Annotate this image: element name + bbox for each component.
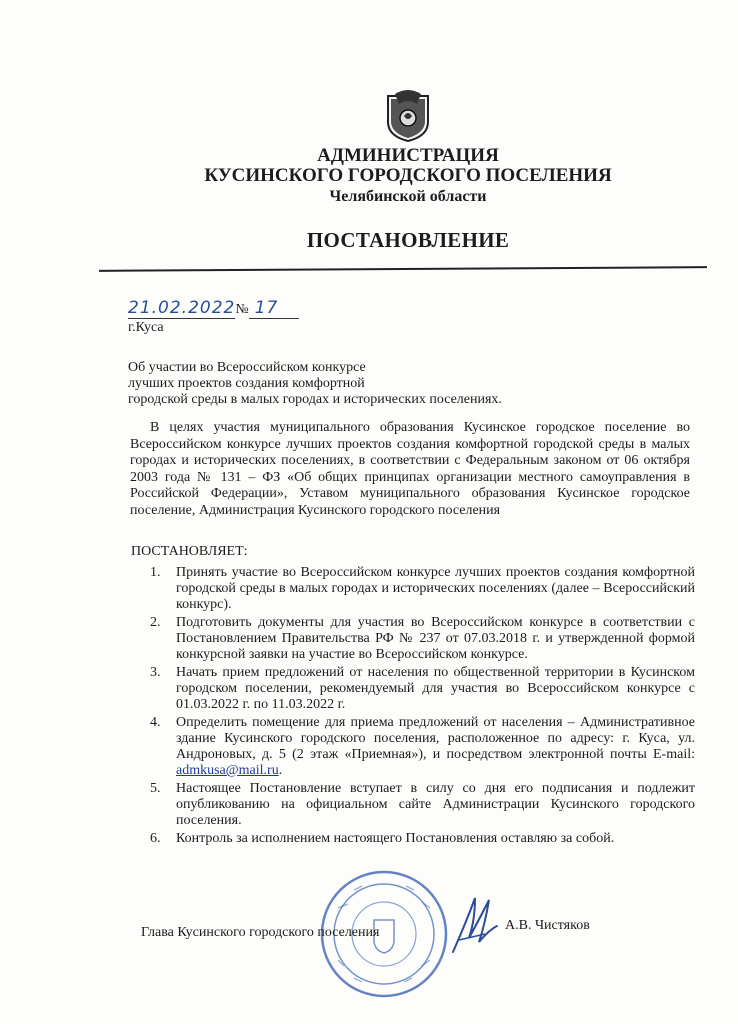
- document-type-title: ПОСТАНОВЛЕНИЕ: [306, 228, 510, 252]
- item-number: 4.: [150, 715, 161, 730]
- document-number: 17: [249, 298, 299, 319]
- subject-line: городской среды в малых городах и исторических поселениях.: [128, 392, 502, 407]
- org-title-line1: АДМИНИСТРАЦИЯ: [317, 145, 499, 166]
- email-link[interactable]: admkusa@mail.ru: [176, 763, 279, 778]
- item-text: Подготовить документы для участия во Всероссийском конкурсе в соответствии с Постановлением Правительства РФ № 237 от 07.03.2018 г. и утвержденной формой конкурсной заявки на участие во Всероссийском конкурсе.: [176, 615, 695, 662]
- coat-of-arms-icon: [385, 88, 431, 142]
- item-text: Начать прием предложений от населения по общественной территории в Кусинском городском поселении, рекомендуемый для участия во Всероссийском конкурсе с 01.03.2022 г. по 11.03.2022 г.: [176, 665, 695, 712]
- org-title-line2: КУСИНСКОГО ГОРОДСКОГО ПОСЕЛЕНИЯ: [204, 165, 612, 186]
- item-text: Контроль за исполнением настоящего Постановления оставляю за собой.: [176, 831, 615, 846]
- date-number-line: [128, 298, 299, 319]
- subject-line: лучших проектов создания комфортной: [128, 376, 365, 391]
- number-sign: №: [235, 302, 249, 317]
- document-city: г.Куса: [128, 320, 164, 335]
- resolve-heading: ПОСТАНОВЛЯЕТ:: [131, 544, 248, 559]
- list-item: [150, 831, 695, 847]
- org-region: Челябинской области: [329, 188, 487, 205]
- document-date: 21.02.2022: [128, 298, 236, 318]
- list-item: [150, 615, 695, 663]
- list-item: [150, 715, 695, 779]
- item-number: 1.: [150, 565, 161, 580]
- signatory-position: Глава Кусинского городского поселения: [141, 925, 380, 940]
- list-item: [150, 781, 695, 829]
- item-number: 5.: [150, 781, 161, 796]
- preamble-paragraph: В целях участия муниципального образования Кусинское городское поселение во Всероссийском конкурсе лучших проектов создания комфортной городской среды в малых городах и исторических поселениях, в соответствии с Федеральным законом от 06 октября 2003 года № 131 – ФЗ «Об общих принципах организации местного самоуправления в Российской Федерации», Уставом муниципального образования Кусинское городское поселение, Администрация Кусинского городского поселения: [130, 420, 690, 518]
- item-text: Определить помещение для приема предложений от населения – Административное здание Кусинского городского поселения, расположенное по адресу: г. Куса, ул. Андроновых, д. 5 (2 этаж «Приемная»), и посредством электронной почты E-mail:: [176, 715, 695, 762]
- resolution-list: [150, 565, 695, 849]
- item-number: 3.: [150, 665, 161, 680]
- subject-line: Об участии во Всероссийском конкурсе: [128, 360, 366, 375]
- item-text: Настоящее Постановление вступает в силу со дня его подписания и подлежит опубликованию на официальном сайте Администрации Кусинского городского поселения.: [176, 781, 695, 828]
- document-subject: [128, 360, 502, 408]
- list-item: [150, 665, 695, 713]
- handwritten-signature-icon: [445, 890, 505, 960]
- list-item: [150, 565, 695, 613]
- signatory-name: А.В. Чистяков: [505, 918, 590, 933]
- item-number: 2.: [150, 615, 161, 630]
- item-number: 6.: [150, 831, 161, 846]
- header-divider: [99, 266, 707, 272]
- item-text: Принять участие во Всероссийском конкурсе лучших проектов создания комфортной городской среды в малых городах и исторических поселениях (далее – Всероссийский конкурс).: [176, 565, 695, 612]
- item-text-tail: .: [278, 763, 283, 778]
